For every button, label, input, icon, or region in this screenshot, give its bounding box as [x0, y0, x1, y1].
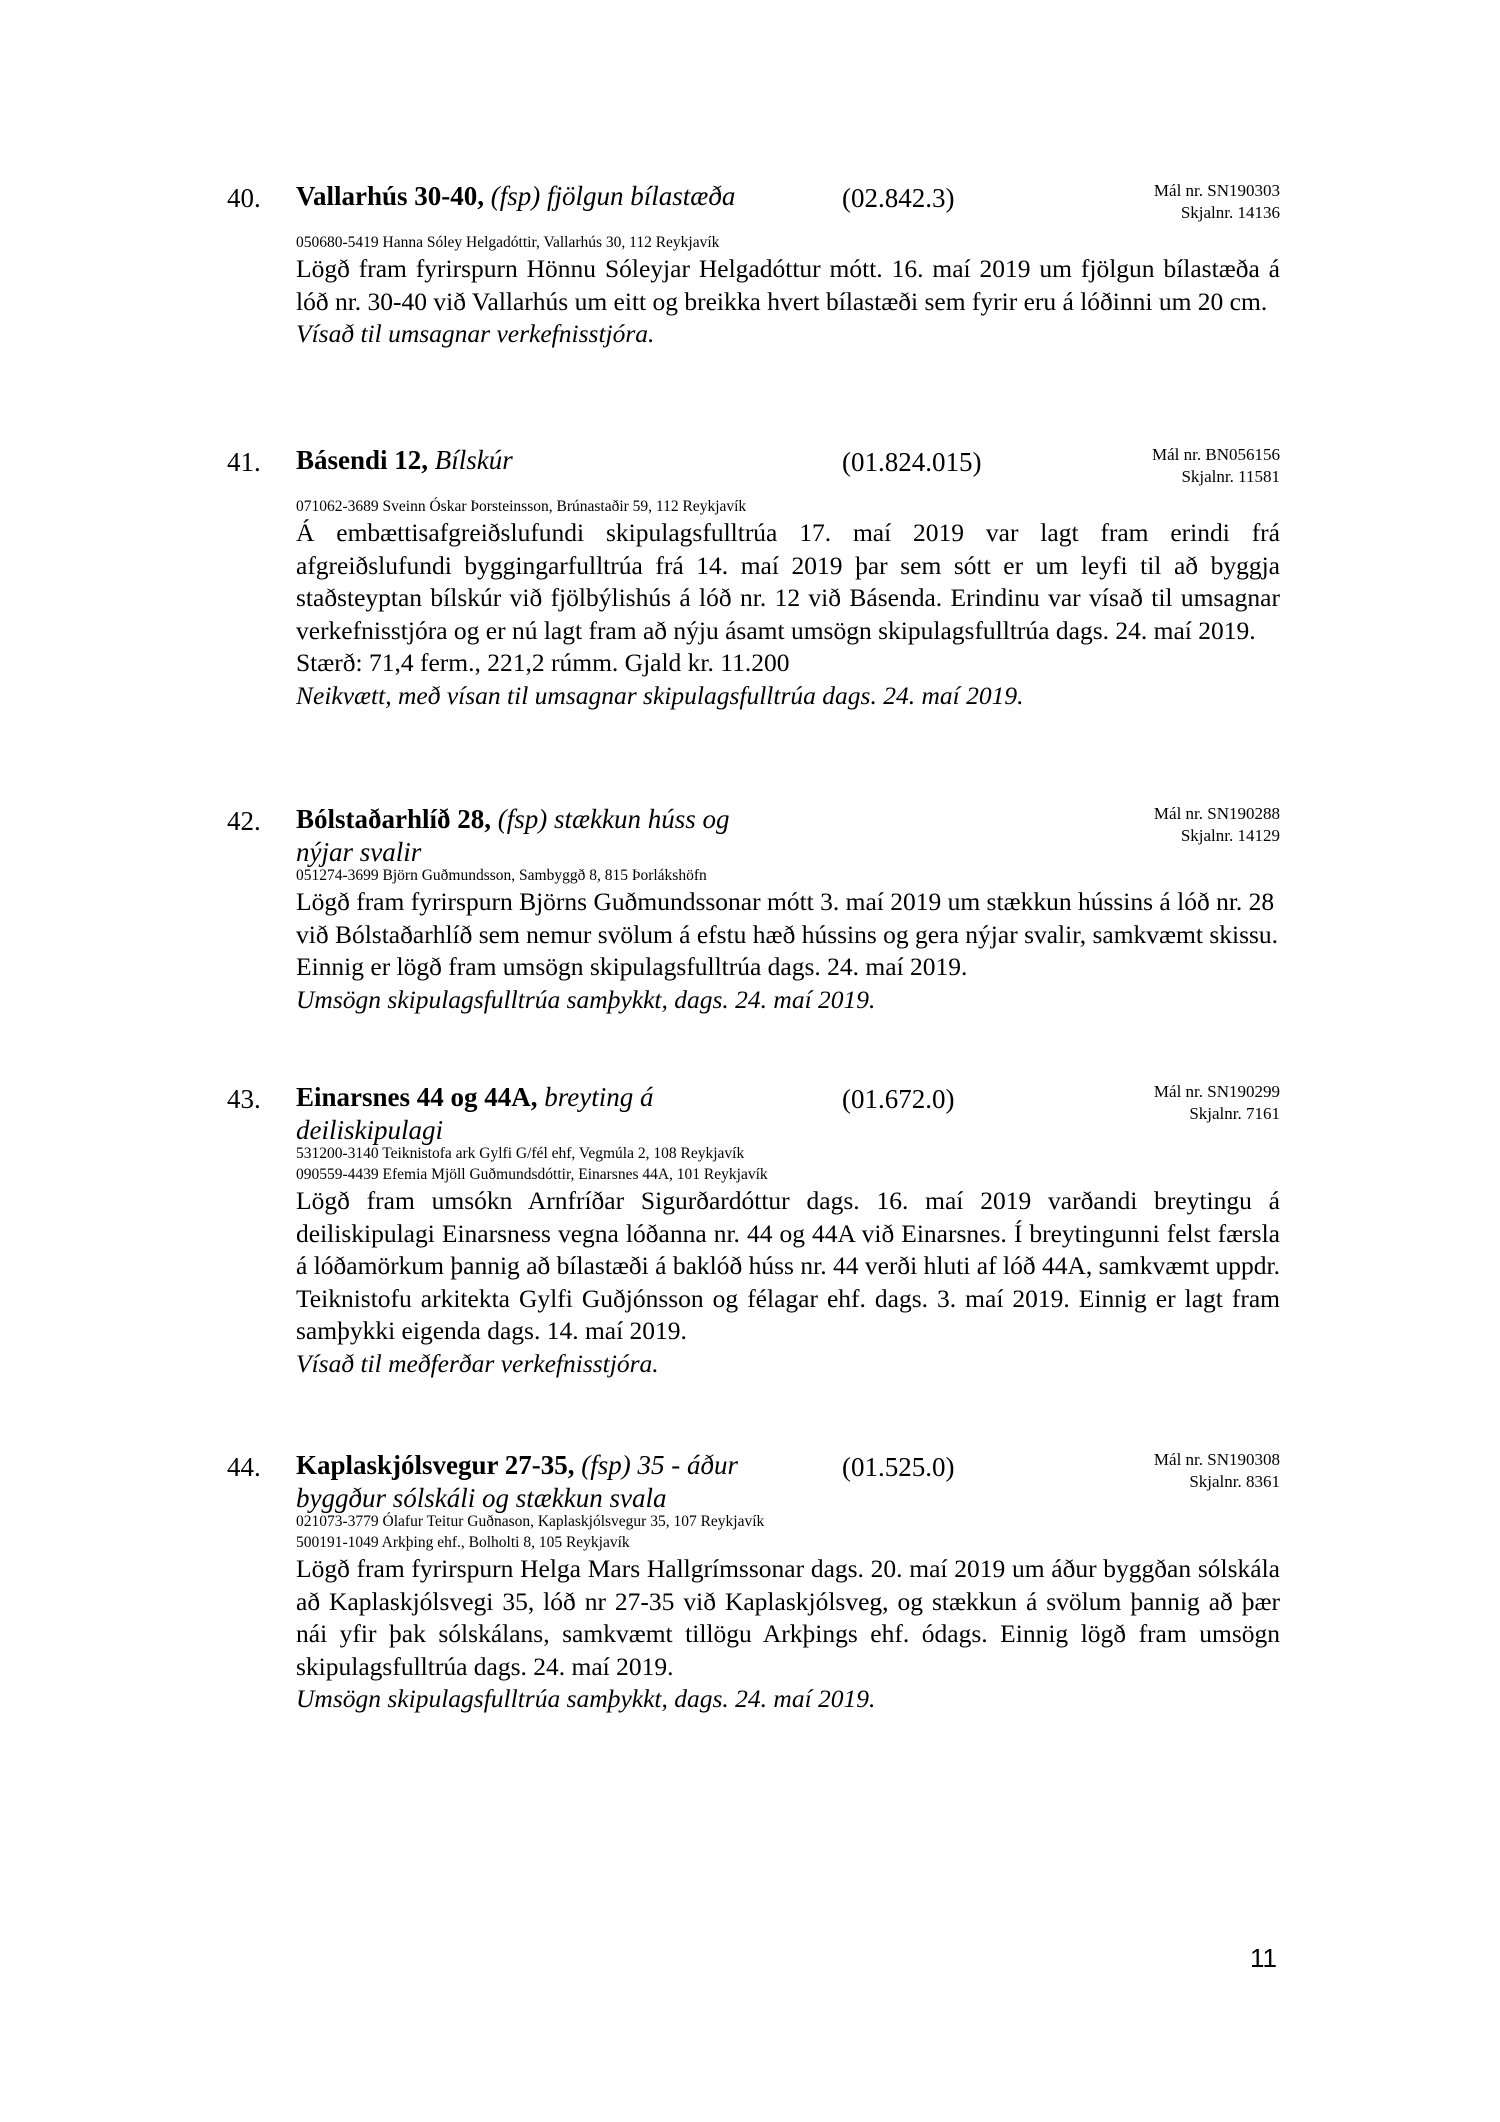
case-reference [1154, 1449, 1280, 1493]
party-line: 531200-3140 Teiknistofa ark Gylfi G/fél ehf, Vegmúla 2, 108 Reykjavík [296, 1145, 745, 1162]
item-subject: (fsp) stækkun húss og nýjar svalir [296, 804, 730, 867]
item-body [296, 865, 1280, 1016]
item-title [296, 803, 756, 869]
item-subject: (fsp) 35 - áður byggður sólskáli og stækkun svala [296, 1450, 739, 1513]
page-number: 11 [1250, 1943, 1277, 1973]
item-address: Vallarhús 30-40, [296, 181, 485, 211]
skjal-number: Skjalnr. 11581 [1181, 467, 1280, 486]
item-number: 40. [227, 183, 261, 213]
item-number: 44. [227, 1452, 261, 1482]
agenda-item-43 [227, 1081, 1280, 1380]
skjal-number: Skjalnr. 7161 [1189, 1104, 1280, 1123]
item-number: 42. [227, 806, 261, 836]
item-header [227, 1449, 1280, 1511]
item-verdict: Umsögn skipulagsfulltrúa samþykkt, dags. 24. maí 2019. [296, 984, 876, 1014]
agenda-item-44 [227, 1449, 1280, 1716]
item-description: Á embættisafgreiðslufundi skipulagsfulltrúa 17. maí 2019 var lagt fram erindi frá afgreiðslufundi byggingarfulltrúa frá 14. maí 2019 þar sem sótt er um leyfi til að byggja staðsteyptan bílskúr við fjölbýlishús á lóð nr. 12 við Básenda. Erindinu var vísað til umsagnar verkefnisstjóra og er nú lagt fram að nýju ásamt umsögn skipulagsfulltrúa dags. 24. maí 2019. [296, 518, 1280, 645]
agenda-item-42 [227, 803, 1280, 1016]
skjal-number: Skjalnr. 14129 [1180, 826, 1280, 845]
party-line: 050680-5419 Hanna Sóley Helgadóttir, Vallarhús 30, 112 Reykjavík [296, 234, 720, 251]
item-body [296, 496, 1280, 712]
mal-number: Mál nr. SN190288 [1153, 804, 1280, 823]
item-header [227, 180, 1280, 232]
land-number: (01.672.0) [842, 1084, 955, 1114]
item-header [227, 1081, 1280, 1143]
item-title [296, 180, 826, 213]
item-address: Einarsnes 44 og 44A, [296, 1082, 538, 1112]
party-line: 071062-3689 Sveinn Óskar Þorsteinsson, Brúnastaðir 59, 112 Reykjavík [296, 498, 747, 515]
item-verdict: Vísað til meðferðar verkefnisstjóra. [296, 1348, 659, 1378]
land-number: (01.525.0) [842, 1452, 955, 1482]
size-fee-line: Stærð: 71,4 ferm., 221,2 rúmm. Gjald kr. 11.200 [296, 648, 790, 677]
case-reference [1154, 180, 1280, 224]
item-subject: breyting á deiliskipulagi [296, 1082, 654, 1145]
case-reference [1154, 803, 1280, 847]
item-body [296, 1511, 1280, 1716]
item-address: Kaplaskjólsvegur 27-35, [296, 1450, 575, 1480]
case-reference [1152, 444, 1280, 488]
item-description: Lögð fram fyrirspurn Helga Mars Hallgrímssonar dags. 20. maí 2019 um áður byggðan sólskála að Kaplaskjólsvegi 35, lóð nr 27-35 við Kaplaskjólsveg, og stækkun á svölum þannig að þær nái yfir þak sólskálans, samkvæmt tillögu Arkþings ehf. ódags. Einnig lögð fram umsögn skipulagsfulltrúa dags. 24. maí 2019. [296, 1554, 1280, 1681]
item-subject: Bílskúr [434, 445, 513, 475]
party-line: 500191-1049 Arkþing ehf., Bolholti 8, 105 Reykjavík [296, 1534, 630, 1551]
item-verdict: Umsögn skipulagsfulltrúa samþykkt, dags. 24. maí 2019. [296, 1684, 876, 1713]
item-description: Lögð fram fyrirspurn Björns Guðmundssonar mótt 3. maí 2019 um stækkun hússins á lóð nr. 28 við Bólstaðarhlíð sem nemur svölum á efstu hæð hússins og gera nýjar svalir, samkvæmt skissu. Einnig er lögð fram umsögn skipulagsfulltrúa dags. 24. maí 2019. [296, 887, 1279, 981]
case-reference [1154, 1081, 1280, 1125]
item-title [296, 1449, 796, 1515]
mal-number: Mál nr. SN190303 [1153, 181, 1280, 200]
item-header [227, 444, 1280, 496]
item-subject: (fsp) fjölgun bílastæða [490, 181, 736, 211]
mal-number: Mál nr. BN056156 [1152, 445, 1280, 464]
skjal-number: Skjalnr. 8361 [1189, 1472, 1280, 1491]
item-title [296, 1081, 726, 1147]
item-header [227, 803, 1280, 865]
party-line: 090559-4439 Efemia Mjöll Guðmundsdóttir, Einarsnes 44A, 101 Reykjavík [296, 1166, 768, 1183]
item-number: 43. [227, 1084, 261, 1114]
party-line: 051274-3699 Björn Guðmundsson, Sambyggð 8, 815 Þorlákshöfn [296, 867, 707, 884]
party-line: 021073-3779 Ólafur Teitur Guðnason, Kaplaskjólsvegur 35, 107 Reykjavík [296, 1513, 765, 1530]
item-description: Lögð fram umsókn Arnfríðar Sigurðardóttur dags. 16. maí 2019 varðandi breytingu á deiliskipulagi Einarsness vegna lóðanna nr. 44 og 44A við Einarsnes. Í breytingunni felst færsla á lóðamörkum þannig að bílastæði á baklóð húss nr. 44 verði hluti af lóð 44A, samkvæmt uppdr. Teiknistofu arkitekta Gylfi Guðjónsson og félagar ehf. dags. 3. maí 2019. Einnig er lagt fram samþykki eigenda dags. 14. maí 2019. [296, 1186, 1280, 1345]
agenda-item-40 [227, 180, 1280, 351]
item-address: Bólstaðarhlíð 28, [296, 804, 492, 834]
item-verdict: Neikvætt, með vísan til umsagnar skipulagsfulltrúa dags. 24. maí 2019. [296, 680, 1024, 710]
agenda-item-41 [227, 444, 1280, 712]
land-number: (01.824.015) [842, 447, 982, 477]
mal-number: Mál nr. SN190299 [1153, 1082, 1280, 1101]
item-body [296, 232, 1280, 351]
skjal-number: Skjalnr. 14136 [1180, 203, 1280, 222]
mal-number: Mál nr. SN190308 [1153, 1450, 1280, 1469]
item-body [296, 1143, 1280, 1380]
item-verdict: Vísað til umsagnar verkefnisstjóra. [296, 319, 655, 348]
item-address: Básendi 12, [296, 445, 429, 475]
item-title [296, 444, 726, 477]
land-number: (02.842.3) [842, 183, 955, 213]
item-description: Lögð fram fyrirspurn Hönnu Sóleyjar Helgadóttur mótt. 16. maí 2019 um fjölgun bílastæða á lóð nr. 30-40 við Vallarhús um eitt og breikka hvert bílastæði sem fyrir eru á lóðinni um 20 cm. [296, 254, 1280, 316]
item-number: 41. [227, 447, 261, 477]
